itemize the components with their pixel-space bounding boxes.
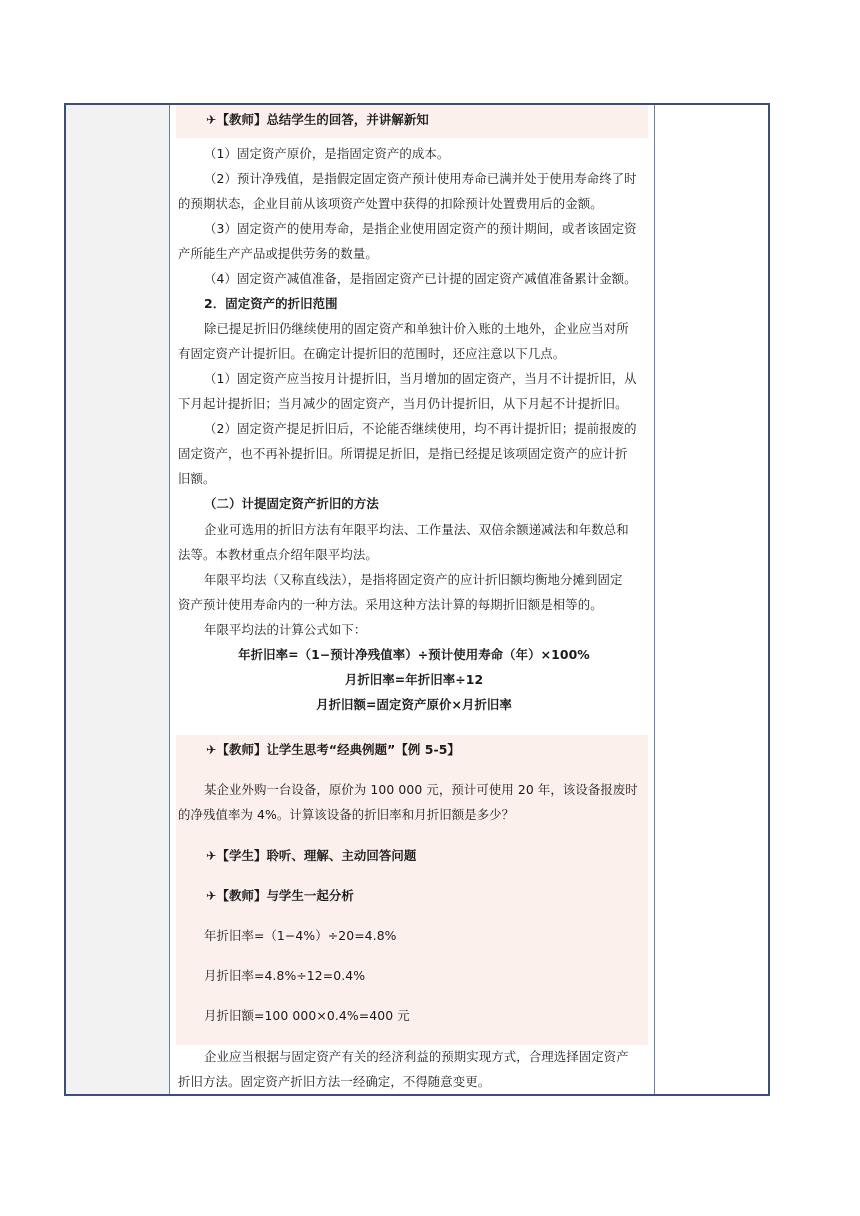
paragraph-line: （1）固定资产原价，是指固定资产的成本。 [204, 146, 450, 161]
formula-monthly-amount: 月折旧额=固定资产原价×月折旧率 [316, 697, 512, 712]
calc-line: 月折旧率=4.8%÷12=0.4% [204, 968, 366, 983]
example-line: 某企业外购一台设备，原价为 100 000 元，预计可使用 20 年，该设备报废时 [204, 782, 638, 797]
formula-annual-rate: 年折旧率=（1−预计净残值率）÷预计使用寿命（年）×100% [238, 647, 590, 662]
paragraph-line: （2）固定资产提足折旧后，不论能否继续使用，均不再计提折旧；提前报废的 [204, 421, 637, 436]
paragraph-line: 年限平均法的计算公式如下： [204, 622, 367, 637]
content-column [170, 105, 658, 1094]
paragraph-line: 年限平均法（又称直线法），是指将固定资产的应计折旧额均衡地分摊到固定 [204, 572, 623, 587]
formula-monthly-rate: 月折旧率=年折旧率÷12 [344, 672, 484, 687]
right-column [654, 105, 768, 1094]
paragraph-line: 法等。本教材重点介绍年限平均法。 [178, 547, 378, 562]
paragraph-line: 产所能生产产品或提供劳务的数量。 [178, 246, 378, 261]
example-line: 的净残值率为 4%。计算该设备的折旧率和月折旧额是多少？ [178, 807, 515, 822]
paragraph-line: 下月起计提折旧；当月减少的固定资产，当月仍计提折旧，从下月起不计提折旧。 [178, 396, 628, 411]
paragraph-line: （2）预计净残值，是指假定固定资产预计使用寿命已满并处于使用寿命终了时 [204, 171, 637, 186]
section-heading-methods: （二）计提固定资产折旧的方法 [204, 496, 379, 511]
paragraph-line: （4）固定资产减值准备，是指固定资产已计提的固定资产减值准备累计金额。 [204, 271, 637, 286]
student-heading: ✈【学生】聆听、理解、主动回答问题 [206, 848, 417, 863]
paragraph-line: 旧额。 [178, 471, 216, 486]
left-column [66, 105, 170, 1094]
section-heading-2: 2．固定资产的折旧范围 [204, 296, 338, 311]
paragraph-line: （1）固定资产应当按月计提折旧，当月增加的固定资产，当月不计提折旧，从 [204, 371, 637, 386]
calc-line: 年折旧率=（1−4%）÷20=4.8% [204, 928, 397, 943]
paragraph-line: 企业可选用的折旧方法有年限平均法、工作量法、双倍余额递减法和年数总和 [204, 522, 629, 537]
paragraph-line: 除已提足折旧仍继续使用的固定资产和单独计价入账的土地外，企业应当对所 [204, 321, 629, 336]
paragraph-line: （3）固定资产的使用寿命，是指企业使用固定资产的预计期间，或者该固定资 [204, 221, 637, 236]
paragraph-line: 固定资产，也不再补提折旧。所谓提足折旧，是指已经提足该项固定资产的应计折 [178, 446, 628, 461]
calc-line: 月折旧额=100 000×0.4%=400 元 [204, 1008, 410, 1023]
paragraph-line: 资产预计使用寿命内的一种方法。采用这种方法计算的每期折旧额是相等的。 [178, 597, 603, 612]
teacher-analyze-heading: ✈【教师】与学生一起分析 [206, 888, 354, 903]
teacher-example-heading: ✈【教师】让学生思考“经典例题”【例 5-5】 [206, 742, 460, 757]
paragraph-line: 有固定资产计提折旧。在确定计提折旧的范围时，还应注意以下几点。 [178, 346, 566, 361]
paragraph-line: 的预期状态，企业目前从该项资产处置中获得的扣除预计处置费用后的金额。 [178, 196, 603, 211]
paragraph-line: 企业应当根据与固定资产有关的经济利益的预期实现方式，合理选择固定资产 [204, 1049, 629, 1064]
lesson-table [64, 103, 770, 1096]
paragraph-line: 折旧方法。固定资产折旧方法一经确定，不得随意变更。 [178, 1074, 491, 1089]
teacher-summary-heading: ✈【教师】总结学生的回答，并讲解新知 [206, 112, 429, 127]
